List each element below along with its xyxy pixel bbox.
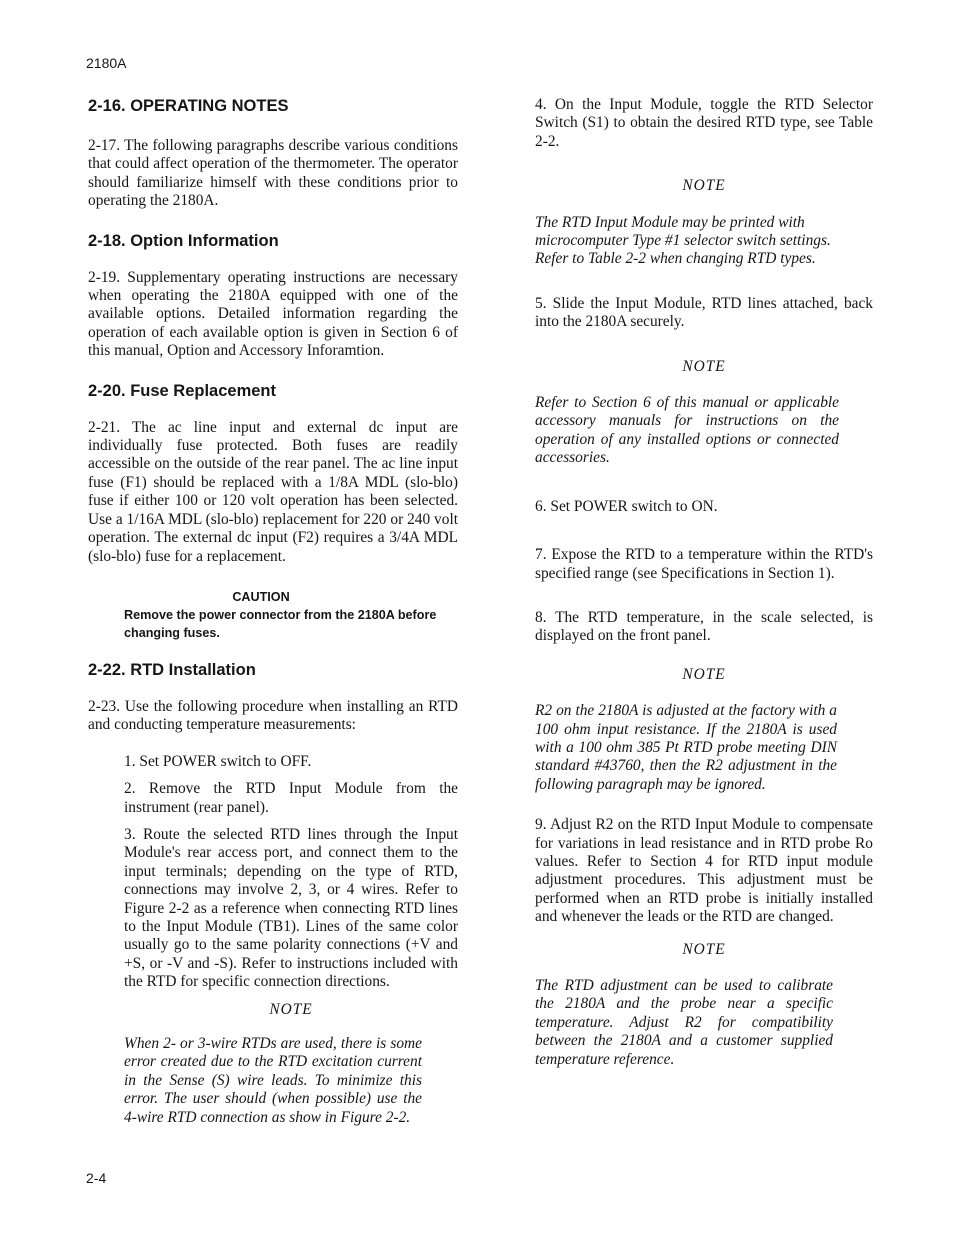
note-heading-4: NOTE xyxy=(682,665,726,683)
note-text-1: When 2- or 3-wire RTDs are used, there is some error created due to the RTD excitation current in the Sense (S) wire leads. To minimize this error. The user should (when possible) use the 4-wire RTD connection as show in Figure 2-2. xyxy=(124,1035,422,1126)
paragraph-2-17: 2-17. The following paragraphs describe various conditions that could affect operation of the thermometer. The operator should familiarize himself with these conditions prior to operating the 2180A. xyxy=(88,137,458,210)
note-text-2: The RTD Input Module may be printed with microcomputer Type #1 selector switch settings. Refer to Table 2-2 when changing RTD types. xyxy=(535,213,831,268)
page-header-model: 2180A xyxy=(86,55,127,71)
caution-title: CAUTION xyxy=(232,589,290,604)
page-number: 2-4 xyxy=(86,1170,107,1186)
note-text-5: The RTD adjustment can be used to calibrate the 2180A and the probe near a specific temperature. Adjust R2 for compatibility between the 2180A and a customer supplied temperature reference. xyxy=(535,977,833,1068)
step-5: 5. Slide the Input Module, RTD lines attached, back into the 2180A securely. xyxy=(535,294,873,331)
step-6: 6. Set POWER switch to ON. xyxy=(535,497,718,515)
note-text-3: Refer to Section 6 of this manual or applicable accessory manuals for instructions on the operation of any installed options or connected accessories. xyxy=(535,394,839,467)
note-heading-2: NOTE xyxy=(682,177,726,195)
step-8: 8. The RTD temperature, in the scale selected, is displayed on the front panel. xyxy=(535,608,873,645)
step-3: 3. Route the selected RTD lines through the Input Module's rear access port, and connect them to the input terminals; depending on the type of RTD, connections may involve 2, 3, or 4 wires. Refer to Figure 2-2 as a reference when connecting RTD lines to the Input Module (TB1). Lines of the same color usually go to the same polarity connections (+V and +S, or -V and -S). Refer to instructions included with the RTD for specific connection directions. xyxy=(124,825,458,991)
section-heading-fuse-replacement: 2-20. Fuse Replacement xyxy=(88,381,276,400)
note-text-4: R2 on the 2180A is adjusted at the factory with a 100 ohm input resistance. If the 2180A is used with a 100 ohm 385 Pt RTD probe meeting DIN standard #43760, then the R2 adjustment in the following paragraph may be ignored. xyxy=(535,702,837,793)
right-column xyxy=(535,96,873,1069)
note-heading-1: NOTE xyxy=(269,1000,313,1018)
section-heading-option-information: 2-18. Option Information xyxy=(88,231,279,250)
note-heading-5: NOTE xyxy=(682,940,726,958)
note-heading-3: NOTE xyxy=(682,357,726,375)
step-9: 9. Adjust R2 on the RTD Input Module to compensate for variations in lead resistance and in RTD probe Ro values. Refer to Section 4 for RTD input module adjustment procedures. This adjustment must be performed when an RTD probe is initially installed and whenever the leads or the RTD are changed. xyxy=(535,816,873,926)
step-1: 1. Set POWER switch to OFF. xyxy=(124,752,312,770)
step-7: 7. Expose the RTD to a temperature within the RTD's specified range (see Specifications in Section 1). xyxy=(535,546,873,582)
section-heading-rtd-installation: 2-22. RTD Installation xyxy=(88,660,256,679)
section-heading-operating-notes: 2-16. OPERATING NOTES xyxy=(88,97,289,115)
left-column xyxy=(88,96,458,1136)
paragraph-2-23: 2-23. Use the following procedure when installing an RTD and conducting temperature measurements: xyxy=(88,697,458,734)
paragraph-2-19: 2-19. Supplementary operating instructions are necessary when operating the 2180A equipped with one of the available options. Detailed information regarding the operation of each available option is given in Section 6 of this manual, Option and Accessory Inforamtion. xyxy=(88,268,458,360)
caution-text: Remove the power connector from the 2180A before changing fuses. xyxy=(124,607,437,640)
caution-box xyxy=(88,588,458,642)
step-4: 4. On the Input Module, toggle the RTD Selector Switch (S1) to obtain the desired RTD type, see Table 2-2. xyxy=(535,96,873,150)
step-2: 2. Remove the RTD Input Module from the instrument (rear panel). xyxy=(124,780,458,816)
procedure-steps-left xyxy=(124,753,458,1127)
paragraph-2-21: 2-21. The ac line input and external dc input are individually fuse protected. Both fuses are readily accessible on the outside of the rear panel. The ac line input fuse (F1) should be replaced with a 1/8A MDL (slo-blo) fuse if either 100 or 120 volt operation has been selected. Use a 1/16A MDL (slo-blo) replacement for 220 or 240 volt operation. The external dc input (F2) requires a 3/4A MDL (slo-blo) fuse for a replacement. xyxy=(88,418,458,565)
